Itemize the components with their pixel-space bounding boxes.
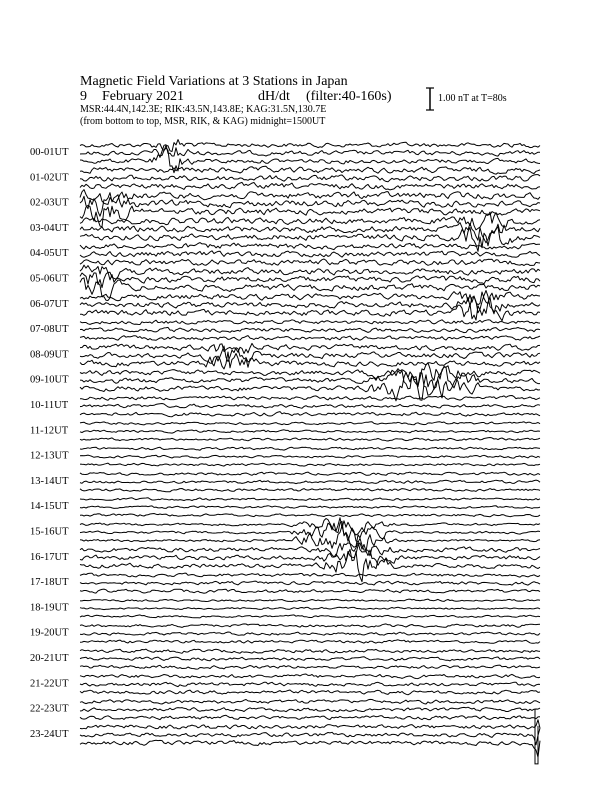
hour-row-label: 18-19UT	[30, 602, 69, 614]
trace-kag-row-12	[80, 447, 540, 450]
trace-msr-row-21	[80, 690, 540, 695]
trace-msr-row-16	[80, 549, 540, 581]
chart-title: Magnetic Field Variations at 3 Stations in Japan	[80, 74, 348, 89]
trace-kag-row-1	[80, 166, 540, 174]
trace-kag-row-7	[80, 320, 540, 325]
hour-row-label: 05-06UT	[30, 273, 69, 285]
trace-rik-row-22	[80, 707, 540, 712]
trace-rik-row-21	[80, 682, 540, 686]
trace-kag-row-14	[80, 498, 540, 501]
date-day: 9	[80, 89, 87, 104]
trace-rik-row-14	[80, 506, 540, 509]
trace-rik-row-12	[80, 455, 540, 458]
hour-row-label: 21-22UT	[30, 678, 69, 690]
quantity-label: dH/dt	[258, 89, 290, 104]
trace-kag-row-2	[80, 190, 540, 205]
trace-rik-row-17	[80, 581, 540, 585]
trace-msr-row-13	[80, 488, 540, 491]
trace-kag-row-5	[80, 265, 540, 279]
trace-msr-row-12	[80, 463, 540, 466]
trace-msr-row-17	[80, 589, 540, 593]
hour-row-label: 14-15UT	[30, 501, 69, 513]
hour-row-label: 07-08UT	[30, 324, 69, 336]
trace-rik-row-10	[80, 404, 540, 409]
hour-row-label: 10-11UT	[30, 400, 69, 411]
hour-row-label: 19-20UT	[30, 627, 69, 639]
trace-rik-row-1	[80, 175, 540, 182]
trace-kag-row-23	[80, 720, 540, 729]
hour-row-label: 06-07UT	[30, 298, 69, 310]
scale-bar-label: 1.00 nT at T=80s	[438, 93, 507, 104]
trace-msr-row-20	[80, 665, 540, 669]
trace-kag-row-10	[80, 396, 540, 401]
trace-rik-row-9	[80, 366, 540, 395]
trace-order-note: (from bottom to top, MSR, RIK, & KAG) midnight=1500UT	[80, 116, 326, 127]
trace-msr-row-10	[80, 412, 540, 417]
trace-msr-row-23	[80, 740, 540, 757]
hour-row-label: 22-23UT	[30, 703, 69, 715]
hour-row-label: 16-17UT	[30, 551, 69, 563]
trace-msr-row-19	[80, 640, 540, 644]
trace-kag-row-21	[80, 674, 540, 679]
trace-kag-row-4	[80, 243, 540, 250]
trace-kag-row-13	[80, 472, 540, 475]
hour-row-label: 13-14UT	[30, 475, 69, 487]
station-coordinates: MSR:44.4N,142.3E; RIK:43.5N,143.8E; KAG:31.5N,130.7E	[80, 104, 327, 115]
trace-msr-row-22	[80, 715, 540, 719]
trace-rik-row-11	[80, 430, 540, 433]
trace-msr-row-7	[80, 336, 540, 341]
trace-kag-row-18	[80, 599, 540, 602]
hour-row-label: 20-21UT	[30, 653, 69, 664]
trace-msr-row-14	[80, 514, 540, 517]
trace-rik-row-20	[80, 657, 540, 661]
hour-row-label: 00-01UT	[30, 147, 69, 158]
hour-row-label: 15-16UT	[30, 526, 69, 538]
trace-rik-row-16	[80, 543, 540, 565]
trace-kag-row-9	[80, 363, 540, 386]
trace-rik-row-7	[80, 327, 540, 332]
hour-row-label: 02-03UT	[30, 197, 69, 209]
hour-row-label: 11-12UT	[30, 425, 69, 437]
trace-kag-row-8	[80, 343, 540, 353]
trace-msr-row-1	[80, 182, 540, 190]
trace-kag-row-19	[80, 624, 540, 628]
trace-msr-row-11	[80, 438, 540, 442]
trace-rik-row-18	[80, 607, 540, 609]
hour-row-label: 23-24UT	[30, 728, 69, 740]
hour-row-label: 12-13UT	[30, 450, 69, 462]
trace-kag-row-0	[80, 140, 540, 152]
hour-row-label: 08-09UT	[30, 349, 69, 361]
hour-row-label: 03-04UT	[30, 222, 69, 234]
trace-msr-row-9	[80, 372, 540, 401]
trace-kag-row-17	[80, 573, 540, 577]
trace-kag-row-11	[80, 422, 540, 425]
hour-row-label: 17-18UT	[30, 577, 69, 589]
hour-row-label: 09-10UT	[30, 374, 69, 386]
trace-msr-row-18	[80, 615, 540, 618]
trace-kag-row-20	[80, 649, 540, 653]
trace-rik-row-13	[80, 480, 540, 484]
filter-label: (filter:40-160s)	[306, 89, 392, 104]
trace-msr-row-4	[80, 259, 540, 266]
hour-row-label: 04-05UT	[30, 248, 69, 260]
trace-rik-row-0	[80, 145, 540, 158]
date-month-year: February 2021	[102, 89, 185, 104]
trace-rik-row-19	[80, 632, 540, 635]
trace-kag-row-16	[80, 538, 540, 557]
trace-rik-row-4	[80, 251, 540, 257]
hour-row-label: 01-02UT	[30, 172, 69, 184]
trace-kag-row-22	[80, 699, 540, 704]
